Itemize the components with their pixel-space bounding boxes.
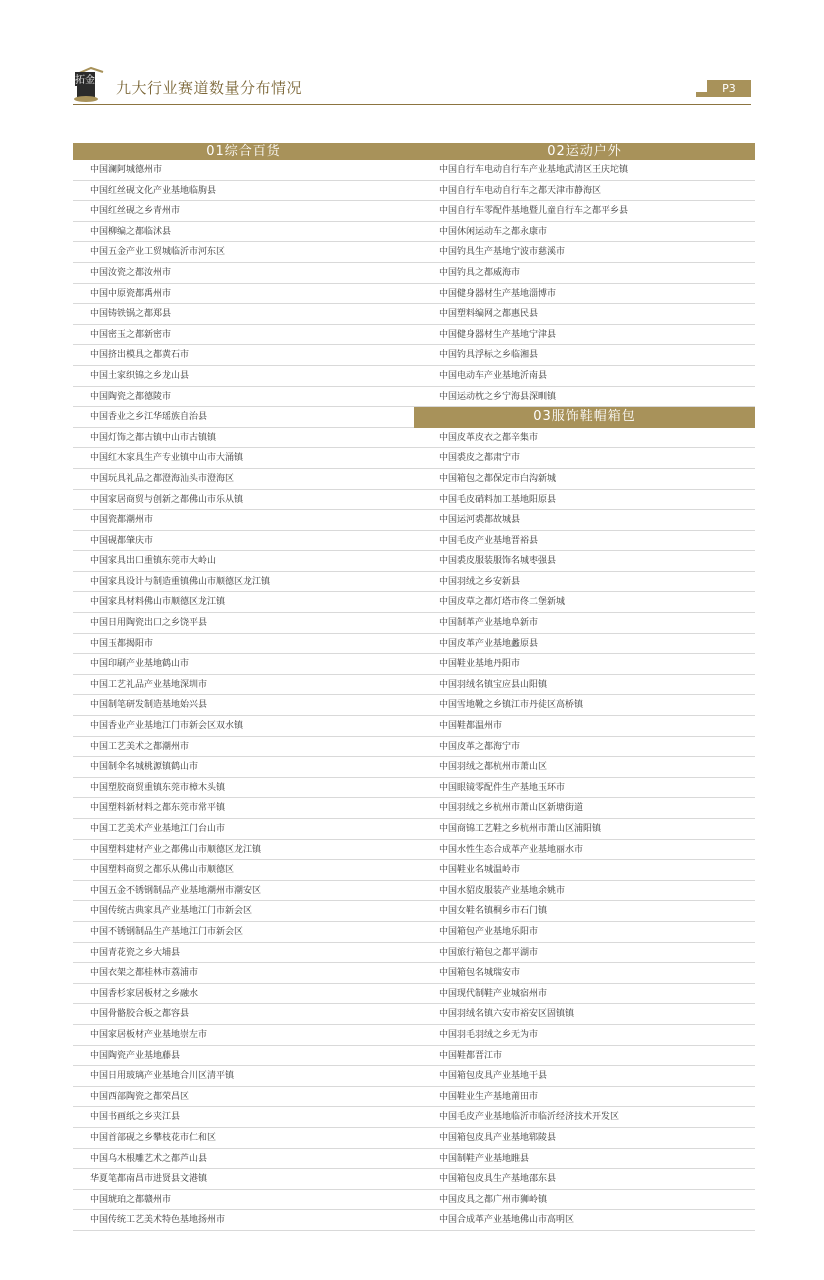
list-item: 中国塑料编网之都惠民县 [414, 304, 755, 325]
list-item: 中国家具设计与制造重镇佛山市顺德区龙江镇 [73, 572, 414, 593]
list-item: 中国钓具生产基地宁波市慈溪市 [414, 242, 755, 263]
list-item: 中国灯饰之都古镇中山市古镇镇 [73, 428, 414, 449]
list-item: 中国不锈钢制品生产基地江门市新会区 [73, 922, 414, 943]
list-item: 中国陶瓷之都德陵市 [73, 387, 414, 408]
list-item: 中国箱包产业基地乐阳市 [414, 922, 755, 943]
page-title: 九大行业赛道数量分布情况 [116, 79, 303, 97]
list-item: 中国塑料建材产业之都佛山市顺德区龙江镇 [73, 840, 414, 861]
list-item: 中国玉都揭阳市 [73, 634, 414, 655]
list-item: 中国皮革产业基地蠡原县 [414, 634, 755, 655]
list-item: 中国箱包之都保定市白沟新城 [414, 469, 755, 490]
list-item: 中国挤出模具之都黄石市 [73, 345, 414, 366]
list-item: 中国首部砚之乡攀枝花市仁和区 [73, 1128, 414, 1149]
list-item: 中国鞋业名城温岭市 [414, 860, 755, 881]
list-item: 中国自行车零配件基地暨儿童自行车之都平乡县 [414, 201, 755, 222]
list-item: 中国衣架之都桂林市荔浦市 [73, 963, 414, 984]
list-item: 中国香业产业基地江门市新会区双水镇 [73, 716, 414, 737]
list-item: 中国健身器材生产基地淄博市 [414, 284, 755, 305]
list-item: 中国鞋业基地丹阳市 [414, 654, 755, 675]
list-item: 中国家居商贸与创新之都佛山市乐从镇 [73, 490, 414, 511]
section-header-sports-outdoor: 02运动户外 [414, 143, 755, 160]
list-item: 中国密玉之都新密市 [73, 325, 414, 346]
right-list [414, 160, 755, 407]
list-item: 中国毛皮产业基地临沂市临沂经济技术开发区 [414, 1107, 755, 1128]
list-item: 中国毛皮硝料加工基地阳原县 [414, 490, 755, 511]
list-item: 中国箱包皮具产业基地郓陵县 [414, 1128, 755, 1149]
list-item: 中国羽绒名镇六安市裕安区固镇镇 [414, 1004, 755, 1025]
list-item: 中国土家织锦之乡龙山县 [73, 366, 414, 387]
list-item: 中国乌木根雕艺术之都芦山县 [73, 1149, 414, 1170]
list-item: 中国鞋都温州市 [414, 716, 755, 737]
list-item: 中国五金产业工贸城临沂市河东区 [73, 242, 414, 263]
list-item: 中国日用陶瓷出口之乡饶平县 [73, 613, 414, 634]
list-item: 中国运动枕之乡宁海县深甽镇 [414, 387, 755, 408]
list-item: 中国皮革皮衣之都辛集市 [414, 428, 755, 449]
list-item: 中国羽绒之乡杭州市萧山区新塘街道 [414, 798, 755, 819]
list-item: 中国制鞋产业基地睢县 [414, 1149, 755, 1170]
list-item: 中国工艺礼品产业基地深圳市 [73, 675, 414, 696]
list-item: 中国传统工艺美术特色基地扬州市 [73, 1210, 414, 1231]
list-item: 中国羽绒名镇宝应县山阳镇 [414, 675, 755, 696]
list-item: 中国香业之乡江华瑶族自治县 [73, 407, 414, 428]
list-item: 中国五金不锈钢制品产业基地潮州市潮安区 [73, 881, 414, 902]
list-item: 中国家具出口重镇东莞市大岭山 [73, 551, 414, 572]
list-item: 中国家具材料佛山市顺德区龙江镇 [73, 592, 414, 613]
section-header-apparel-bags: 03服饰鞋帽箱包 [414, 407, 755, 428]
list-item: 中国砚都肇庆市 [73, 531, 414, 552]
left-column [73, 143, 414, 1231]
list-item: 中国商锦工艺鞋之乡杭州市萧山区浦阳镇 [414, 819, 755, 840]
list-item: 中国塑料商贸之都乐从佛山市顺德区 [73, 860, 414, 881]
list-item: 中国旅行箱包之都平湖市 [414, 943, 755, 964]
list-item: 中国女鞋名镇桐乡市石门镇 [414, 901, 755, 922]
list-item: 中国皮草之都灯塔市佟二堡新城 [414, 592, 755, 613]
list-item: 中国鞋业生产基地莆田市 [414, 1087, 755, 1108]
list-item: 中国塑料新材料之都东莞市常平镇 [73, 798, 414, 819]
list-item: 中国塑胶商贸重镇东莞市樟木头镇 [73, 778, 414, 799]
list-item: 中国水貂皮服装产业基地余姚市 [414, 881, 755, 902]
list-item: 中国制笔研发制造基地始兴县 [73, 695, 414, 716]
list-item: 中国雪地靴之乡镇江市丹徒区高桥镇 [414, 695, 755, 716]
list-item: 中国自行车电动自行车之都天津市静海区 [414, 181, 755, 202]
list-item: 中国运河裘都故城县 [414, 510, 755, 531]
list-item: 中国箱包皮具生产基地邵东县 [414, 1169, 755, 1190]
list-item: 中国书画纸之乡夹江县 [73, 1107, 414, 1128]
list-item: 中国传统古典家具产业基地江门市新会区 [73, 901, 414, 922]
list-item: 中国骨骼胶合板之都容县 [73, 1004, 414, 1025]
list-item: 中国铸铁锅之都郑县 [73, 304, 414, 325]
list-item: 中国皮革之都海宁市 [414, 737, 755, 758]
list-item: 中国家居板材产业基地崇左市 [73, 1025, 414, 1046]
list-item: 中国现代制鞋产业城宿州市 [414, 984, 755, 1005]
list-item: 中国印刷产业基地鹤山市 [73, 654, 414, 675]
list-item: 中国西部陶瓷之都荣昌区 [73, 1087, 414, 1108]
list-item: 华夏笔都南昌市进贤县文港镇 [73, 1169, 414, 1190]
list-item: 中国红丝砚之乡青州市 [73, 201, 414, 222]
header-divider [73, 104, 751, 105]
list-item: 中国玩具礼品之都澄海汕头市澄海区 [73, 469, 414, 490]
right-column [414, 143, 755, 1231]
list-item: 中国皮具之都广州市狮岭镇 [414, 1190, 755, 1211]
list-item: 中国香杉家居板材之乡融水 [73, 984, 414, 1005]
right-list-2 [414, 428, 755, 1231]
list-item: 中国柳编之都临沭县 [73, 222, 414, 243]
list-item: 中国水性生态合成革产业基地丽水市 [414, 840, 755, 861]
section-header-general-merchandise: 01综合百货 [73, 143, 414, 160]
page-number-badge: P3 [707, 80, 751, 97]
list-item: 中国琥珀之都赣州市 [73, 1190, 414, 1211]
list-item: 中国自行车电动自行车产业基地武清区王庆坨镇 [414, 160, 755, 181]
list-item: 中国眼镜零配件生产基地玉环市 [414, 778, 755, 799]
list-item: 中国合成革产业基地佛山市高明区 [414, 1210, 755, 1231]
list-item: 中国健身器材生产基地宁津县 [414, 325, 755, 346]
gold-ingot-logo-icon [73, 66, 107, 102]
logo-text: 拓金 [75, 75, 95, 86]
list-item: 中国箱包名城瑞安市 [414, 963, 755, 984]
list-item: 中国钓具之都威海市 [414, 263, 755, 284]
list-item: 中国毛皮产业基地晋裕县 [414, 531, 755, 552]
list-item: 中国裘皮服装服饰名城枣强县 [414, 551, 755, 572]
list-item: 中国中原瓷都禹州市 [73, 284, 414, 305]
list-item: 中国红木家具生产专业镇中山市大涌镇 [73, 448, 414, 469]
list-item: 中国澜阿城德州市 [73, 160, 414, 181]
list-item: 中国汝瓷之都汝州市 [73, 263, 414, 284]
list-item: 中国鞋都晋江市 [414, 1046, 755, 1067]
list-item: 中国电动车产业基地沂南县 [414, 366, 755, 387]
list-item: 中国钓具浮标之乡临湘县 [414, 345, 755, 366]
list-item: 中国羽绒之乡安新县 [414, 572, 755, 593]
list-item: 中国青花瓷之乡大埔县 [73, 943, 414, 964]
list-item: 中国工艺美术之都潮州市 [73, 737, 414, 758]
list-item: 中国羽绒之都杭州市萧山区 [414, 757, 755, 778]
list-item: 中国裘皮之都肃宁市 [414, 448, 755, 469]
list-item: 中国羽毛羽绒之乡无为市 [414, 1025, 755, 1046]
list-item: 中国陶瓷产业基地藤县 [73, 1046, 414, 1067]
list-item: 中国制伞名城桃源镇鹤山市 [73, 757, 414, 778]
list-item: 中国日用玻璃产业基地合川区清平镇 [73, 1066, 414, 1087]
list-item: 中国瓷都潮州市 [73, 510, 414, 531]
list-item: 中国工艺美术产业基地江门台山市 [73, 819, 414, 840]
list-item: 中国红丝砚文化产业基地临朐县 [73, 181, 414, 202]
list-item: 中国箱包皮具产业基地干县 [414, 1066, 755, 1087]
list-item: 中国制革产业基地阜新市 [414, 613, 755, 634]
left-list [73, 160, 414, 1231]
list-item: 中国休闲运动车之都永康市 [414, 222, 755, 243]
